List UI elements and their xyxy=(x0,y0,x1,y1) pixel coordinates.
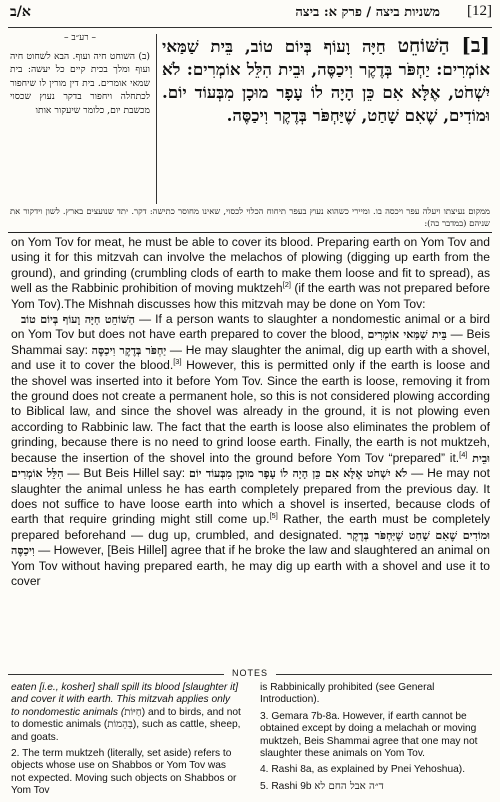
notes-column-right xyxy=(260,682,490,797)
mishnah-lead-word: הַשּׁוֹחֵט xyxy=(397,35,450,57)
notes-label: NOTES xyxy=(224,668,276,678)
english-translation xyxy=(11,235,490,589)
commentary-text: (ב) השוחט חיה ועוף. הבא לשחוט חיה ועוף ומלך בכית קיים כל יעשה: בית שמאי אומרים. בית דין מורין לו שיחפור לכתחלה ויחפור בדקר נעוץ שכסוי מכשבת יום, כלומר שיעקור אותו xyxy=(10,50,150,116)
header-title: משניות ביצה / פרק א: ביצה xyxy=(295,5,440,20)
running-header xyxy=(10,2,492,24)
header-rule xyxy=(8,27,492,28)
note-1: eaten [i.e., kosher] shall spill its blood [slaughter it] and cover it with earth. This mitzvah applies only to nondomestic animals (חַיּוֹת) and to birds, and not to domestic animals (בְּהֵמוֹת), such as cattle, sheep, and goats. xyxy=(11,682,241,743)
note-4: 4. Rashi 8a, as explained by Pnei Yehoshua). xyxy=(260,764,466,776)
translation-segment: — If a person wants to slaughter a nondomestic animal or a bird on Yom Tov but does not have earth prepared to cover the blood, xyxy=(11,312,490,342)
mishnah-text xyxy=(162,34,490,127)
mishnah-body: חַיָּה וָעוֹף בְּיוֹם טוֹב, בֵּית שַׁמַּאי אוֹמְרִים: יַחְפֹּר בְּדֶקֶר וִיכַסֶּה, וּבֵית הִלֵּל אוֹמְרִים: לֹא יִשְׁחֹט, אֶלָּא אִם כֵּן הָיָה לוֹ עָפָר מוּכָן מִבְּעוֹד יוֹם. וּמוֹדִים, שֶׁאִם שָׁחַט, שֶׁיַּחְפֹּר בְּדֶקֶר וִיכַסֶּה. xyxy=(162,36,490,125)
translation-segment: — However, [Beis Hillel] agree that if he broke the law and slaughtered an animal on Yom Tov without having prepared earth, he may dig up earth with a shovel and use it to cover xyxy=(11,543,490,588)
translation-segment: — Beis Shammai say: xyxy=(11,327,490,357)
column-divider xyxy=(156,34,157,204)
hebrew-lemma: הַשּׁוֹחֵט חַיָּה וָעוֹף בְּיוֹם טוֹב xyxy=(21,313,135,327)
commentary-label: – רע״ב – xyxy=(64,33,96,43)
hebrew-lemma: וּבֵית הִלֵּל אוֹמְרִים xyxy=(11,451,490,481)
translation-rule xyxy=(8,232,492,233)
translation-paragraph-2 xyxy=(11,312,490,589)
note-2: 2. The term muktzeh (literally, set aside) refers to objects whose use on Shabbos or Yom Tov was not expected. Moving such objects on Shabbos or Yom Tov xyxy=(11,748,237,797)
page-number: [12] xyxy=(467,3,492,19)
notes-column-left xyxy=(11,682,241,802)
translation-paragraph-1: on Yom Tov for meat, he must be able to cover its blood. Preparing earth on Yom Tov and using it for this mitzvah can involve the melachos of plowing (digging up earth from the ground), and grinding (crumbling clods of earth to make them loose and fit to spread), as well as the Rabbinic prohibition of moving muktzeh[2] (if the earth was not prepared before Yom Tov).The Mishnah discusses how this mitzvah may be done on Yom Tov: xyxy=(11,235,490,311)
hebrew-lemma: בֵּית שַׁמַּאי אוֹמְרִים xyxy=(367,328,447,342)
translation-segment: — But Beis Hillel say: xyxy=(67,466,186,481)
hebrew-lemma: יַחְפֹּר בְּדֶקֶר וִיכַסֶּה xyxy=(91,343,167,357)
translation-segment: — He may not slaughter the animal unless he has earth completely prepared from the previous day. It does not suffice to have loose earth into which a shovel is inserted, because clods of earth that require grinding might still come up.[5] Rather, the earth must be completely prepared beforehand — dug up, crumbled, and designated. xyxy=(11,466,491,542)
bartenura-commentary xyxy=(10,32,150,118)
notes-divider xyxy=(8,669,492,679)
note-5: 5. Rashi 9b ד״ה אבל החם לא xyxy=(260,780,384,792)
hebrew-lemma: לֹא יִשְׁחֹט אֶלָּא אִם כֵּן הָיָה לוֹ עָפָר מוּכָן מִבְּעוֹד יוֹם xyxy=(189,467,408,481)
hebrew-lemma: וּמוֹדִים שֶׁאִם שָׁחַט שֶׁיַּחְפֹּר בְּדֶקֶר וִיכַסֶּה xyxy=(11,528,490,558)
mishnah-marker: [ב] xyxy=(461,33,490,57)
note-3: 3. Gemara 7b-8a. However, if earth cannot be obtained except by doing a melachah or moving muktzeh, Beis Shammai agree that one may not slaughter these animals on Yom Tov. xyxy=(260,710,478,760)
commentary-continuation: ממקום נעיצתו ויעלה עפר ויכסה בו. ומיירי כשהוא נעוץ בעפר תיחוח הכלוי לכסוי, שאינו מחוסר כתישה: דקר. יתד שנועצים בארץ. לשון וידקור את שניהם (במדבר כה): xyxy=(10,206,490,228)
note-2-continued: is Rabbinically prohibited (see General Introduction). xyxy=(260,682,435,706)
perek-mishnah-label: א/ב xyxy=(10,4,31,20)
translation-segment: — He may slaughter the animal, dig up earth with a shovel, and use it to cover the blood.[3] However, this is permitted only if the earth is loose and the shovel was inserted into it before Yom Tov. Since the earth is loose, removing it from the ground does not create a permanent hole, so this is not considered plowing according to Biblical law, and since the shovel was already in the ground, it is not plowing even according to Rabbinic law. The fact that the earth is loose also eliminates the problem of grinding, because there is no need to grind loose earth. Finally, the earth is not muktzeh, because the insertion of the shovel into the ground before Yom Tov “prepared” it.[4] xyxy=(11,342,490,465)
